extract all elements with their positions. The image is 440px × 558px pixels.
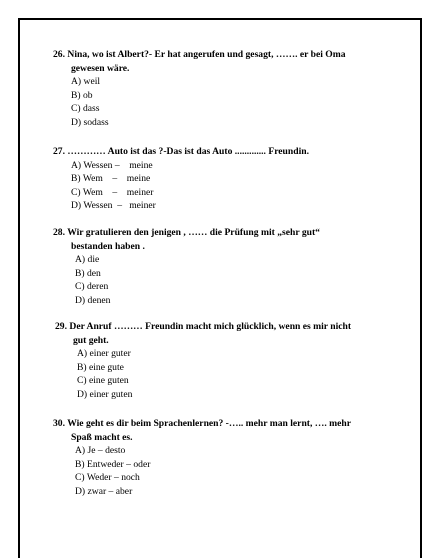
question-text: [55, 320, 385, 347]
options-list: [55, 347, 385, 401]
question-line-continued: bestanden haben .: [71, 240, 145, 252]
option-c[interactable]: C) eine guten: [77, 375, 129, 386]
option-c[interactable]: C) deren: [75, 281, 109, 292]
question-line: 29. Der Anruf ……… Freundin macht mich glücklich, wenn es mir nicht: [55, 321, 352, 332]
option-d[interactable]: D) Wessen – meiner: [71, 200, 156, 211]
question-text: [53, 417, 393, 444]
question-line-continued: gut geht.: [73, 334, 109, 346]
option-a[interactable]: A) Wessen – meine: [71, 159, 153, 171]
question-text: [53, 226, 383, 253]
options-list: [53, 253, 383, 307]
question-line: 28. Wir gratulieren den jenigen , …… die Prüfung mit „sehr gut“: [53, 227, 320, 238]
option-b[interactable]: B) eine gute: [77, 361, 124, 373]
option-d[interactable]: D) denen: [75, 294, 111, 306]
option-c[interactable]: C) Weder – noch: [75, 472, 140, 483]
question-27: [53, 145, 383, 213]
option-a[interactable]: A) einer guter: [77, 348, 131, 359]
question-text: [53, 145, 383, 159]
question-line-continued: gewesen wäre.: [71, 62, 130, 74]
options-list: [53, 159, 383, 213]
options-list: [53, 444, 393, 498]
question-line: 30. Wie geht es dir beim Sprachenlernen? -….. mehr man lernt, …. mehr: [53, 418, 352, 429]
question-26: [53, 48, 383, 129]
option-a[interactable]: A) weil: [71, 76, 101, 87]
option-a[interactable]: A) Je – desto: [75, 445, 126, 456]
question-line: 27. ………… Auto ist das ?-Das ist das Auto ............. Freundin.: [53, 146, 309, 157]
option-d[interactable]: D) sodass: [71, 116, 109, 128]
option-c[interactable]: C) Wem – meiner: [71, 186, 154, 198]
option-b[interactable]: B) Entweder – oder: [75, 458, 151, 470]
question-text: [53, 48, 383, 75]
option-c[interactable]: C) dass: [71, 103, 100, 114]
option-d[interactable]: D) einer guten: [77, 388, 133, 400]
option-b[interactable]: B) Wem – meine: [71, 173, 151, 184]
options-list: [53, 75, 383, 129]
question-line-continued: Spaß macht es.: [71, 431, 133, 443]
question-29: [55, 320, 385, 401]
question-line: 26. Nina, wo ist Albert?- Er hat angerufen und gesagt, ……. er bei Oma: [53, 49, 346, 60]
option-b[interactable]: B) ob: [71, 89, 93, 101]
question-30: [53, 417, 393, 498]
question-28: [53, 226, 383, 307]
option-b[interactable]: B) den: [75, 267, 101, 279]
option-a[interactable]: A) die: [75, 254, 100, 265]
option-d[interactable]: D) zwar – aber: [75, 485, 133, 497]
